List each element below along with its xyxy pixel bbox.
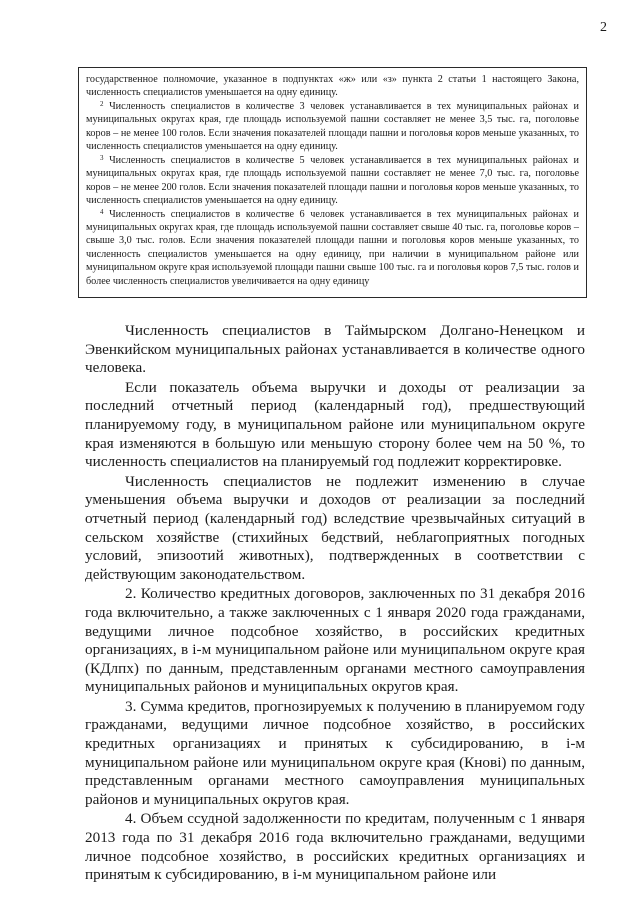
footnote-text: Численность специалистов в количестве 6 человек устанавливается в тех муниципальных районах и муниципальных округах края, где площадь используемой пашни составляет свыше 40 тыс. га, поголовье коров – свыше 3,0 тыс. голов. Если значения показателей площади пашни и поголовья коров меньше указанных, то численность специалистов уменьшается на одну единицу, при наличии в муниципальном районе или муниципальном округе края используемой площади пашни свыше 100 тыс. га и поголовья коров 7,5 тыс. голов и более численность специалистов увеличивается на одну единицу — [86, 208, 579, 287]
footnote-4 — [86, 208, 579, 289]
footnote-3 — [86, 154, 579, 208]
footnote-marker: 4 — [100, 207, 104, 216]
body-text — [85, 322, 585, 886]
paragraph: 3. Сумма кредитов, прогнозируемых к получению в планируемом году гражданами, ведущими личное подсобное хозяйство, в российских кредитных организациях и принятых к субсидированию, в i-м муниципальном районе или муниципальном округе края (Кнові) по данным, представленным органами местного самоуправления муниципальных районов и муниципальных округов края. — [85, 697, 585, 808]
footnote-continuation — [86, 73, 579, 100]
footnote-text: Численность специалистов в количестве 5 человек устанавливается в тех муниципальных районах и муниципальных округах края, где площадь используемой пашни составляет не менее 7,0 тыс. га, поголовье коров – не менее 200 голов. Если значения показателей площади пашни и поголовья коров меньше указанных, то численность специалистов уменьшается на одну единицу. — [86, 154, 579, 207]
paragraph: 4. Объем ссудной задолженности по кредитам, полученным с 1 января 2013 года по 31 декабря 2016 года включительно гражданами, ведущими личное подсобное хозяйство, в российских кредитных организациях и принятым к субсидированию, в i-м муниципальном районе или — [85, 810, 585, 884]
footnote-text: государственное полномочие, указанное в подпунктах «ж» или «з» пункта 2 статьи 1 настоящего Закона, численность специалистов уменьшается на одну единицу. — [86, 74, 579, 99]
paragraph: Если показатель объема выручки и доходы от реализации за последний отчетный период (календарный год), предшествующий планируемому году, в муниципальном районе или муниципальном округе края изменяются в большую или меньшую сторону более чем на 50 %, то численность специалистов на планируемый год подлежит корректировке. — [85, 378, 585, 471]
footnote-text: Численность специалистов в количестве 3 человек устанавливается в тех муниципальных районах и муниципальных округах края, где площадь используемой пашни составляет не менее 3,5 тыс. га, поголовье коров – не менее 100 голов. Если значения показателей площади пашни и поголовья коров меньше указанных, то численность специалистов уменьшается на одну единицу. — [86, 100, 579, 153]
footnotes-box — [78, 67, 587, 298]
paragraph: 2. Количество кредитных договоров, заключенных по 31 декабря 2016 года включительно, а также заключенных с 1 января 2020 года гражданами, ведущими личное подсобное хозяйство, в российских кредитных организациях, в i-м муниципальном районе или муниципальном округе края (КДлпх) по данным, представленным органами местного самоуправления муниципальных районов и муниципальных округов края. — [85, 585, 585, 696]
page-number: 2 — [600, 20, 607, 35]
paragraph: Численность специалистов не подлежит изменению в случае уменьшения объема выручки и доходов от реализации за последний отчетный период (календарный год) вследствие чрезвычайных ситуаций в сельском хозяйстве (стихийных бедствий, неблагоприятных погодных условий, эпизоотий животных), подтвержденных в соответствии с действующим законодательством. — [85, 472, 585, 583]
footnote-marker: 3 — [100, 153, 104, 162]
footnote-marker: 2 — [100, 99, 104, 108]
paragraph: Численность специалистов в Таймырском Долгано-Ненецком и Эвенкийском муниципальных районах устанавливается в количестве одного человека. — [85, 322, 585, 377]
footnote-2 — [86, 100, 579, 154]
